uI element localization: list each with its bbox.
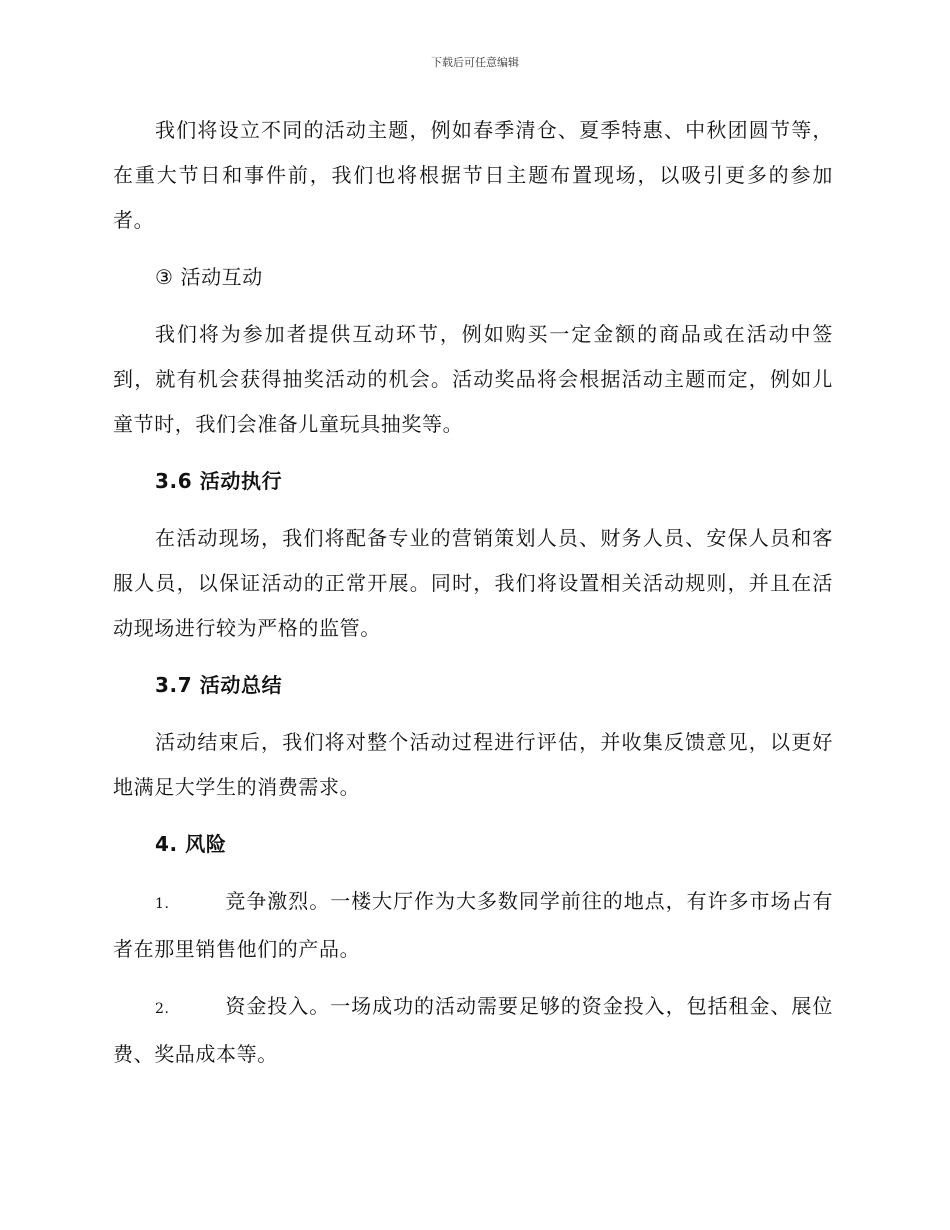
heading-4-risk: 4. 风险 [155,832,227,856]
list-item-text: 资金投入。一场成功的活动需要足够的资金投入，包括租金、展位费、奖品成本等。 [113,994,833,1066]
document-body [113,108,833,1077]
list-item-1 [113,879,833,972]
heading-3-6: 3.6 活动执行 [155,469,283,493]
list-number: 2. [155,1001,170,1017]
subheading-activity-interaction: ③ 活动互动 [155,265,263,289]
heading-3-7: 3.7 活动总结 [155,673,283,697]
paragraph-interaction: 我们将为参加者提供互动环节，例如购买一定金额的商品或在活动中签到，就有机会获得抽奖活动的机会。活动奖品将会根据活动主题而定，例如儿童节时，我们会准备儿童玩具抽奖等。 [113,322,833,436]
paragraph-activity-themes: 我们将设立不同的活动主题，例如春季清仓、夏季特惠、中秋团圆节等，在重大节日和事件前，我们也将根据节日主题布置现场，以吸引更多的参加者。 [113,118,833,232]
page-header: 下载后可任意编辑 [431,56,519,69]
list-number: 1. [155,896,170,912]
paragraph-summary: 活动结束后，我们将对整个活动过程进行评估，并收集反馈意见，以更好地满足大学生的消费需求。 [113,730,833,799]
list-item-text: 竞争激烈。一楼大厅作为大多数同学前往的地点，有许多市场占有者在那里销售他们的产品。 [113,889,833,961]
list-item-2 [113,984,833,1077]
paragraph-execution: 在活动现场，我们将配备专业的营销策划人员、财务人员、安保人员和客服人员，以保证活动的正常开展。同时，我们将设置相关活动规则，并且在活动现场进行较为严格的监管。 [113,526,833,640]
